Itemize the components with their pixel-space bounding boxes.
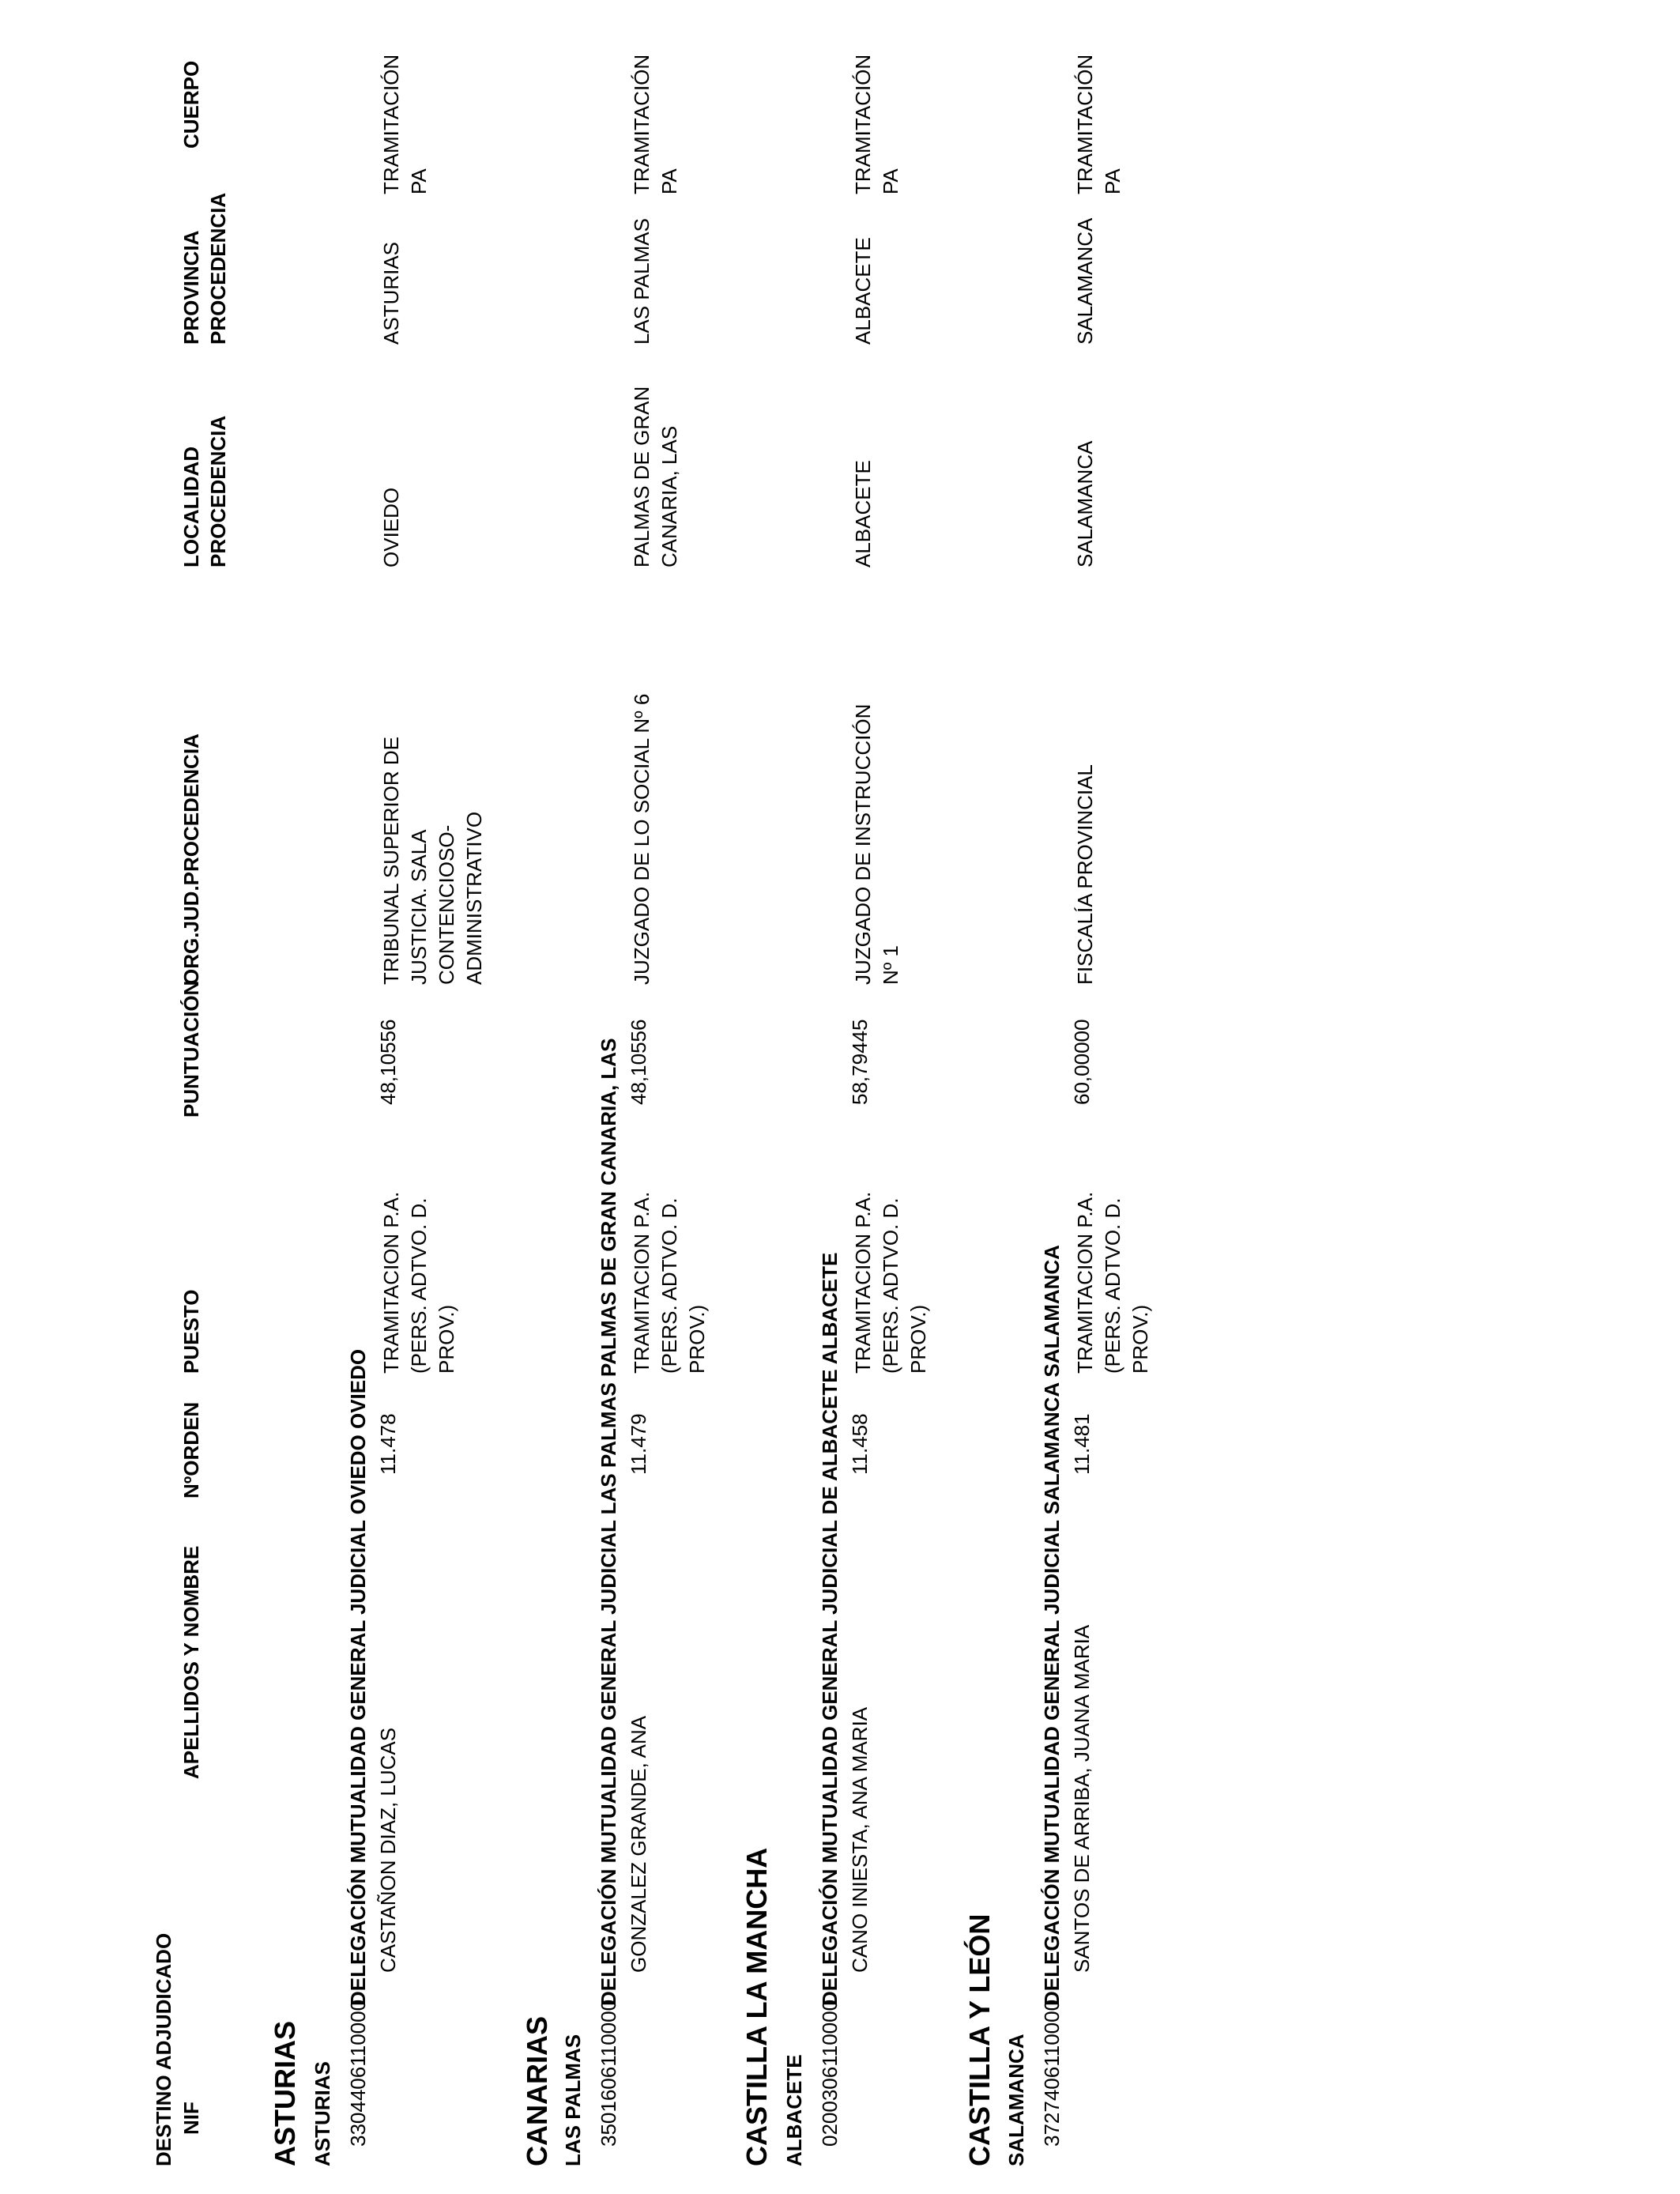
order-number: 11.479 <box>627 1413 650 1475</box>
header-provincia-line2: PROCEDENCIA <box>206 192 230 345</box>
header-provincia-line1: PROVINCIA <box>179 230 203 345</box>
destination-name: DELEGACIÓN MUTUALIDAD GENERAL JUDICIAL OVIEDO OVIEDO <box>346 1348 370 2006</box>
org-value: TRIBUNAL SUPERIOR DE JUSTICIA. SALA CONTENCIOSO-ADMINISTRATIVO <box>379 737 486 985</box>
header-cuerpo: CUERPO <box>179 60 203 149</box>
person-name: CANO INIESTA, ANA MARIA <box>848 1706 872 1973</box>
provincia-value: ASTURIAS <box>379 241 403 345</box>
score-value: 58,79445 <box>848 1019 872 1105</box>
localidad-value: OVIEDO <box>379 487 403 567</box>
destination-code: 3501606110000 <box>597 1999 620 2147</box>
header-puesto: PUESTO <box>179 1289 203 1374</box>
score-value: 48,10556 <box>627 1019 650 1105</box>
destination-name: DELEGACIÓN MUTUALIDAD GENERAL JUDICIAL SALAMANCA SALAMANCA <box>1040 1245 1064 2006</box>
org-value: FISCALÍA PROVINCIAL <box>1073 764 1097 985</box>
header-localidad-line1: LOCALIDAD <box>179 446 203 567</box>
header-localidad-procedencia <box>178 362 232 567</box>
puesto-value: TRAMITACION P.A. (PERS. ADTVO. D. PROV.) <box>851 1191 930 1374</box>
region-heading: CASTILLA LA MANCHA <box>740 1847 773 2166</box>
province-heading: LAS PALMAS <box>561 2034 585 2166</box>
header-puntuacion: PUNTUACIÓN <box>179 980 203 1118</box>
province-heading: SALAMANCA <box>1004 2034 1028 2166</box>
header-provincia-procedencia <box>178 139 232 345</box>
province-heading: ASTURIAS <box>311 2061 334 2166</box>
header-nif: NIF <box>179 2102 203 2135</box>
header-destino-adjudicado: DESTINO ADJUDICADO <box>152 1932 175 2166</box>
cuerpo-value: TRAMITACIÓN PA <box>851 54 902 194</box>
person-name: GONZALEZ GRANDE, ANA <box>627 1715 650 1973</box>
destination-code: 3304406110000 <box>346 1999 370 2147</box>
person-name: CASTAÑON DIAZ, LUCAS <box>376 1727 400 1973</box>
localidad-value: SALAMANCA <box>1073 440 1097 567</box>
region-heading: CANARIAS <box>521 2015 553 2166</box>
org-value: JUZGADO DE LO SOCIAL Nº 6 <box>630 693 654 985</box>
header-apellidos-nombre: APELLIDOS Y NOMBRE <box>179 1545 203 1779</box>
region-heading: ASTURIAS <box>269 2020 301 2166</box>
person-name: SANTOS DE ARRIBA, JUANA MARIA <box>1070 1624 1094 1973</box>
region-heading: CASTILLA Y LEÓN <box>963 1913 996 2166</box>
localidad-value: PALMAS DE GRAN CANARIA, LAS <box>630 386 681 567</box>
puesto-value: TRAMITACION P.A. (PERS. ADTVO. D. PROV.) <box>630 1191 709 1374</box>
header-org-jud-procedencia: ORG.JUD.PROCEDENCIA <box>179 733 203 985</box>
province-heading: ALBACETE <box>782 2054 806 2166</box>
puesto-value: TRAMITACION P.A. (PERS. ADTVO. D. PROV.) <box>1073 1191 1152 1374</box>
provincia-value: LAS PALMAS <box>630 218 654 345</box>
destination-code: 3727406110000 <box>1040 1999 1064 2147</box>
destination-name: DELEGACIÓN MUTUALIDAD GENERAL JUDICIAL LAS PALMAS PALMAS DE GRAN CANARIA, LAS <box>597 1038 620 2006</box>
order-number: 11.478 <box>376 1413 400 1475</box>
puesto-value: TRAMITACION P.A. (PERS. ADTVO. D. PROV.) <box>379 1191 458 1374</box>
destination-code: 0200306110000 <box>818 1999 842 2147</box>
provincia-value: SALAMANCA <box>1073 217 1097 345</box>
score-value: 60,00000 <box>1070 1019 1094 1105</box>
provincia-value: ALBACETE <box>851 237 875 345</box>
org-value: JUZGADO DE INSTRUCCIÓN Nº 1 <box>851 703 902 985</box>
localidad-value: ALBACETE <box>851 460 875 567</box>
header-localidad-line2: PROCEDENCIA <box>206 415 230 567</box>
cuerpo-value: TRAMITACIÓN PA <box>630 54 681 194</box>
cuerpo-value: TRAMITACIÓN PA <box>1073 54 1124 194</box>
destination-name: DELEGACIÓN MUTUALIDAD GENERAL JUDICIAL DE ALBACETE ALBACETE <box>818 1252 842 2006</box>
order-number: 11.458 <box>848 1413 872 1475</box>
order-number: 11.481 <box>1070 1413 1094 1475</box>
cuerpo-value: TRAMITACIÓN PA <box>379 54 431 194</box>
score-value: 48,10556 <box>376 1019 400 1105</box>
header-norden: NºORDEN <box>179 1401 203 1498</box>
